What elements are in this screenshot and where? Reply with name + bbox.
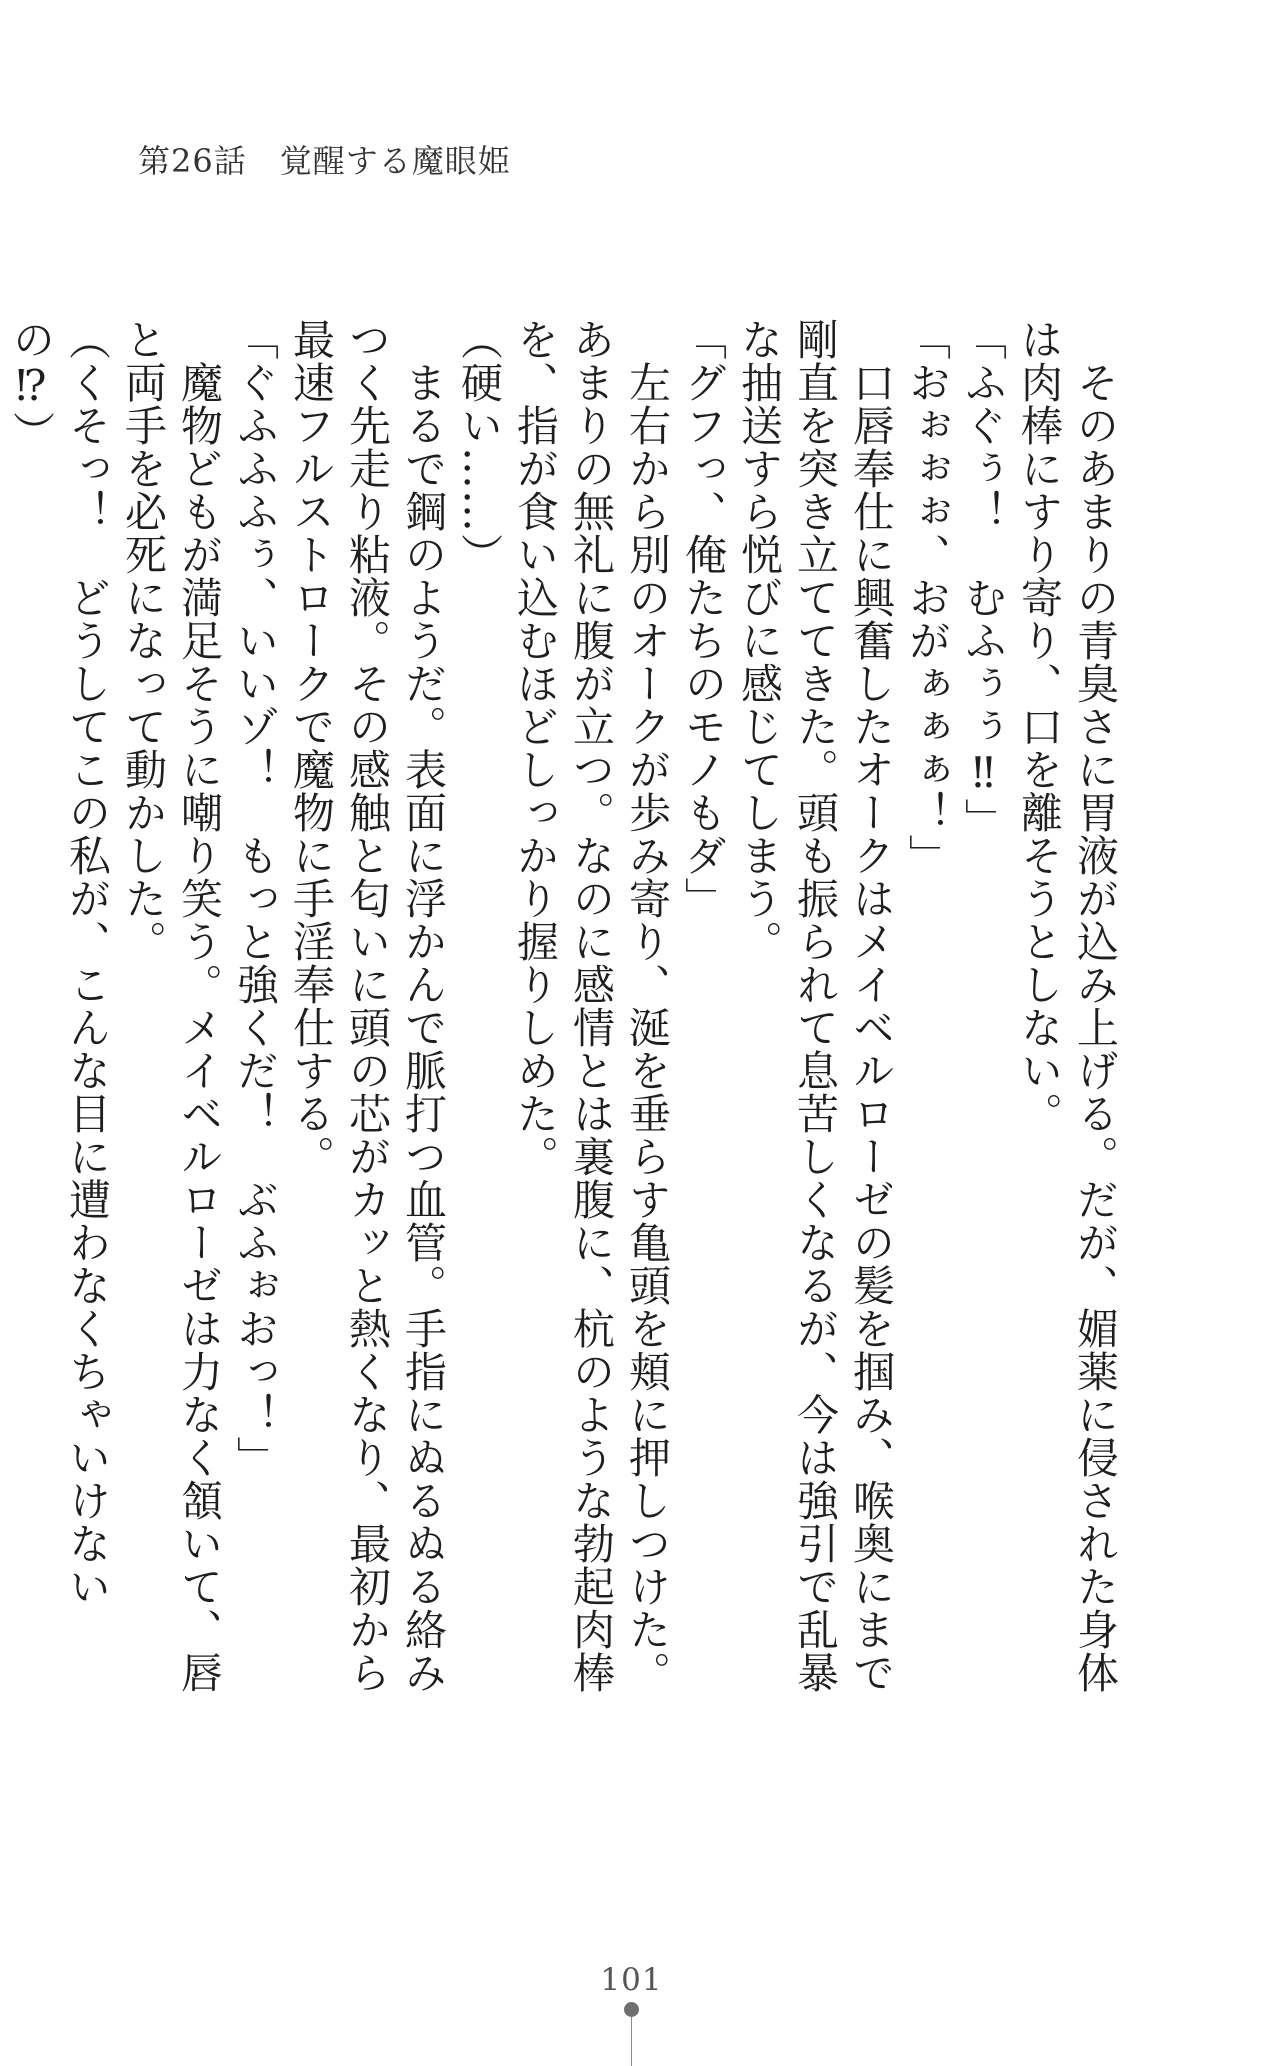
dialogue-line: 「グフっ、俺たちのモノもダ」 (679, 318, 728, 920)
inner-thought-line: （くそっ！ どうしてこの私が、こんな目に遭わなくちゃいけないの⁉） (7, 318, 112, 1608)
paragraph: 魔物どもが満足そうに嘲り笑う。メイベルローゼは力なく頷いて、唇と両手を必死になって動かした。 (119, 318, 224, 1694)
body-text (3, 318, 1123, 1713)
paragraph: 口唇奉仕に興奮したオークはメイベルローゼの髪を掴み、喉奥にまで剛直を突き立ててきた。頭も振られて息苦しくなるが、今は強引で乱暴な抽送すら悦びに感じてしまう。 (735, 318, 896, 1694)
page-marker-dot (624, 2002, 639, 2017)
page-marker-line (631, 2017, 632, 2066)
running-header: 第26話 覚醒する魔眼姫 (138, 142, 511, 180)
page-number: 101 (600, 1962, 663, 1998)
paragraph: 左右から別のオークが歩み寄り、涎を垂らす亀頭を頬に押しつけた。あまりの無礼に腹が立つ。なのに感情とは裏腹に、杭のような勃起肉棒を、指が食い込むほどしっかり握りしめた。 (511, 318, 672, 1694)
dialogue-line: 「おぉぉぉ、おがぁぁぁ！」 (903, 318, 952, 877)
dialogue-line: 「ぐふふふぅ、いいゾ！ もっと強くだ！ ぶふぉおっ！」 (231, 318, 280, 1479)
dialogue-line: 「ふぐぅ！ むふぅぅ‼」 (959, 318, 1008, 841)
paragraph: まるで鋼のようだ。表面に浮かんで脈打つ血管。手指にぬるぬる絡みつく先走り粘液。その感触と匂いに頭の芯がカッと熱くなり、最初から最速フルストロークで魔物に手淫奉仕する。 (287, 318, 448, 1694)
inner-thought-line: （硬い……） (455, 318, 504, 576)
paragraph: そのあまりの青臭さに胃液が込み上げる。だが、媚薬に侵された身体は肉棒にすり寄り、口を離そうとしない。 (1015, 318, 1120, 1694)
